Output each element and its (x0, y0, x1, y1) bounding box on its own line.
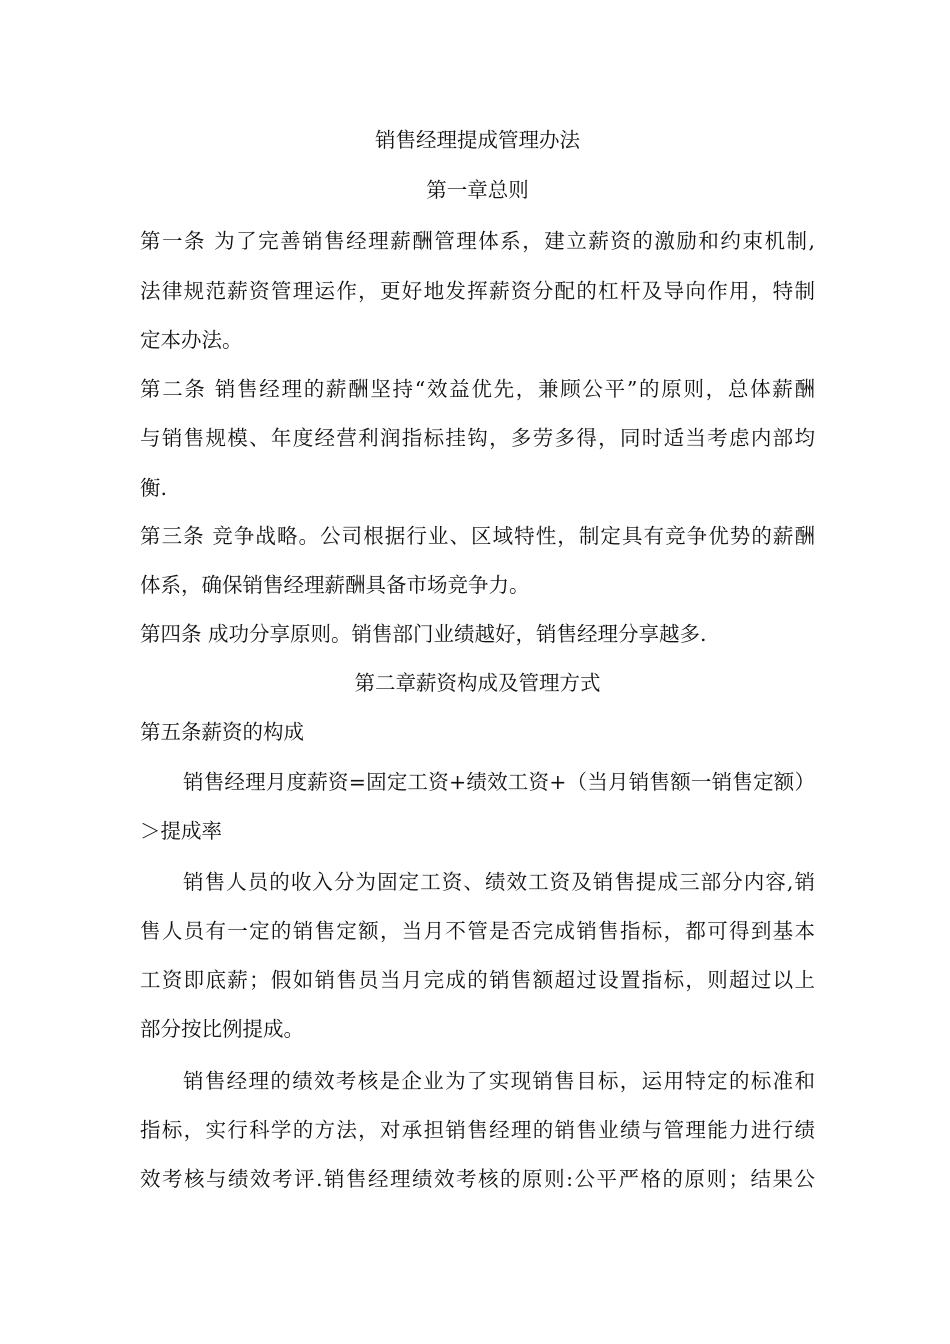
paragraph-1-line-2: 售人员有一定的销售定额，当月不管是否完成销售指标，都可得到基本 (140, 919, 815, 943)
article-3-line-1: 第三条 竞争战略。公司根据行业、区域特性，制定具有竞争优势的薪酬 (140, 524, 815, 548)
formula-line-1: 销售经理月度薪资=固定工资+绩效工资+（当月销售额一销售定额） (183, 770, 815, 794)
formula-line-2: ＞提成率 (140, 819, 222, 843)
chapter-2-heading: 第二章薪资构成及管理方式 (354, 671, 601, 695)
paragraph-2-line-1: 销售经理的绩效考核是企业为了实现销售目标，运用特定的标准和 (183, 1069, 815, 1093)
article-1-line-3: 定本办法。 (140, 328, 243, 352)
article-2-line-3: 衡. (140, 476, 168, 500)
article-2-line-1: 第二条 销售经理的薪酬坚持“效益优先，兼顾公平”的原则，总体薪酬 (140, 377, 815, 401)
article-3-line-2: 体系，确保销售经理薪酬具备市场竞争力。 (140, 573, 530, 597)
paragraph-1-line-3: 工资即底薪；假如销售员当月完成的销售额超过设置指标，则超过以上 (140, 968, 815, 992)
article-4: 第四条 成功分享原则。销售部门业绩越好，销售经理分享越多. (140, 622, 707, 646)
paragraph-1-line-4: 部分按比例提成。 (140, 1017, 304, 1041)
chapter-1-heading: 第一章总则 (426, 178, 529, 202)
article-5-title: 第五条薪资的构成 (140, 720, 304, 744)
article-2-line-2: 与销售规模、年度经营利润指标挂钩，多劳多得，同时适当考虑内部均 (140, 426, 815, 450)
document-title: 销售经理提成管理办法 (375, 128, 580, 152)
article-1-line-1: 第一条 为了完善销售经理薪酬管理体系，建立薪资的激励和约束机制, (140, 229, 815, 253)
paragraph-2-line-3: 效考核与绩效考评.销售经理绩效考核的原则:公平严格的原则；结果公 (140, 1167, 815, 1191)
paragraph-2-line-2: 指标，实行科学的方法，对承担销售经理的销售业绩与管理能力进行绩 (140, 1118, 815, 1142)
article-1-line-2: 法律规范薪资管理运作，更好地发挥薪资分配的杠杆及导向作用，特制 (140, 279, 815, 303)
paragraph-1-line-1: 销售人员的收入分为固定工资、绩效工资及销售提成三部分内容,销 (183, 870, 815, 894)
